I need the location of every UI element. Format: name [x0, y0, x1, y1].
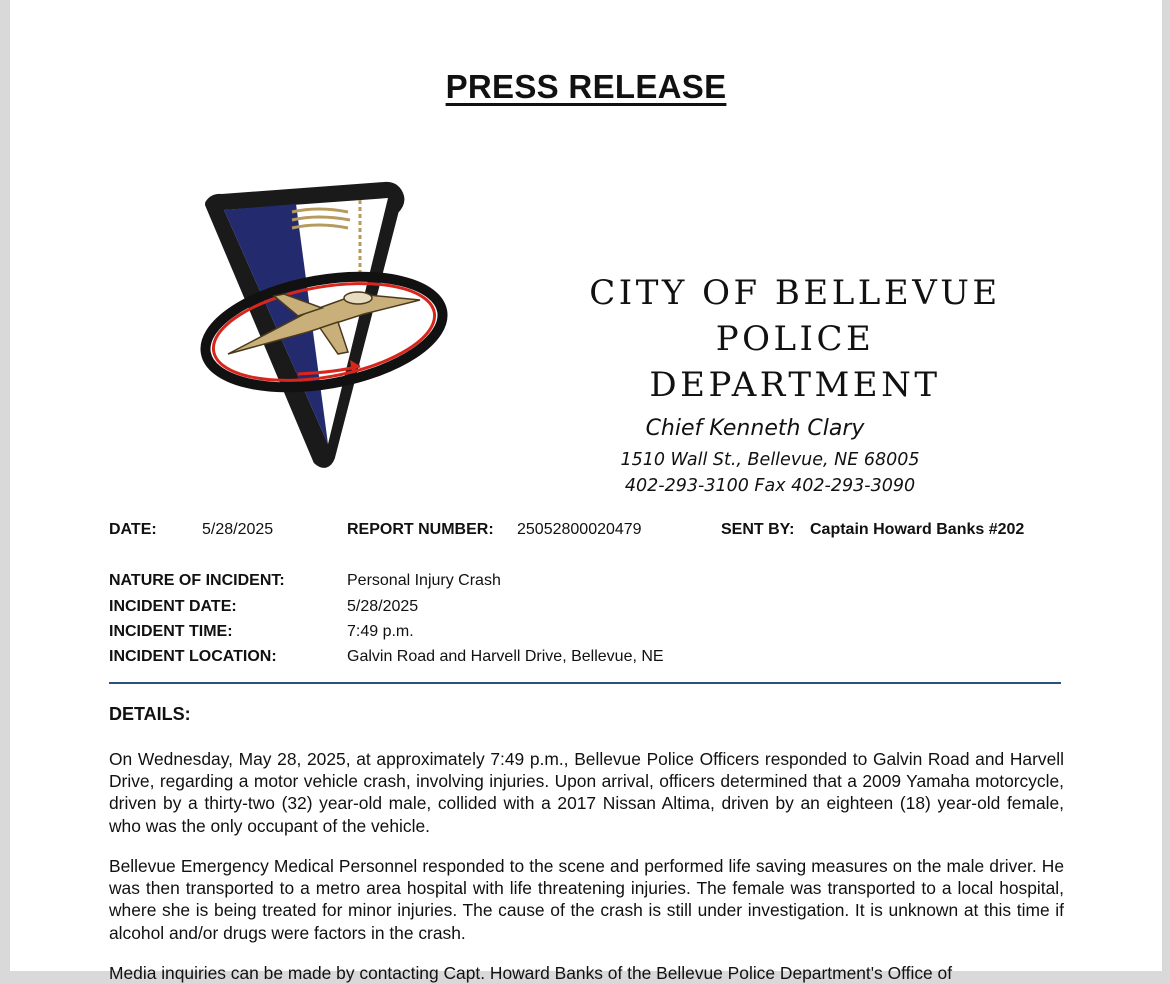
sent-by-label: SENT BY: [721, 521, 795, 538]
section-divider [109, 682, 1061, 684]
date-value: 5/28/2025 [202, 521, 274, 538]
details-heading: DETAILS: [109, 704, 191, 724]
details-paragraph-3: Media inquiries can be made by contacting Capt. Howard Banks of the Bellevue Police Department's Office of [109, 963, 953, 983]
incident-time-value: 7:49 p.m. [347, 623, 414, 640]
report-number-value: 25052800020479 [517, 521, 642, 538]
incident-location-label: INCIDENT LOCATION: [109, 648, 277, 665]
incident-date-value: 5/28/2025 [347, 598, 419, 615]
press-release-title: PRESS RELEASE [445, 68, 727, 105]
department-header [565, 270, 1025, 499]
department-phone: 402-293-3100 Fax 402-293-3090 [624, 476, 916, 496]
incident-date-label: INCIDENT DATE: [109, 598, 237, 615]
incident-location-value: Galvin Road and Harvell Drive, Bellevue, NE [347, 648, 664, 665]
nature-value: Personal Injury Crash [347, 572, 501, 589]
incident-time-label: INCIDENT TIME: [109, 623, 233, 640]
details-paragraph-2: Bellevue Emergency Medical Personnel responded to the scene and performed life saving measures on the male driver. He was then transported to a metro area hospital with life threatening injuries. The female was transported to a local hospital, where she is being treated for minor injuries. The cause of the crash is still under investigation. It is unknown at this time if alcohol and/or drugs were factors in the crash. [109, 856, 1064, 943]
nature-label: NATURE OF INCIDENT: [109, 572, 285, 589]
city-name: CITY OF BELLEVUE [589, 273, 1001, 313]
chief-name: Chief Kenneth Clary [645, 416, 865, 441]
department-address: 1510 Wall St., Bellevue, NE 68005 [620, 450, 920, 470]
press-release-page [10, 0, 1162, 983]
report-number-label: REPORT NUMBER: [347, 521, 494, 538]
sent-by-value: Captain Howard Banks #202 [810, 521, 1025, 538]
date-label: DATE: [109, 521, 157, 538]
details-paragraph-1: On Wednesday, May 28, 2025, at approximately 7:49 p.m., Bellevue Police Officers responded to Galvin Road and Harvell Drive, regarding a motor vehicle crash, involving injuries. Upon arrival, officers determined that a 2009 Yamaha motorcycle, driven by a thirty-two (32) year-old male, collided with a 2017 Nissan Altima, driven by an eighteen (18) year-old female, who was the only occupant of the vehicle. [109, 749, 1064, 836]
police-badge-logo [188, 182, 468, 467]
department-name: POLICE DEPARTMENT [649, 319, 941, 405]
